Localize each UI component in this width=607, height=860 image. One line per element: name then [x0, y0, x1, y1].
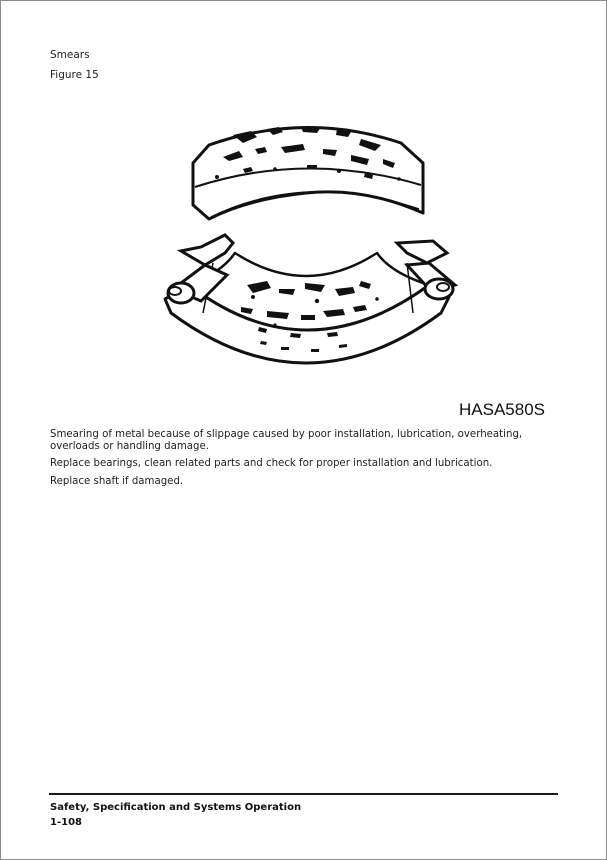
- upper-race-segment: [193, 127, 423, 219]
- footer-section-title: Safety, Specification and Systems Operation: [50, 802, 302, 813]
- figure-label: Figure 15: [50, 69, 99, 81]
- shaft-paragraph: Replace shaft if damaged.: [50, 476, 184, 487]
- remedy-paragraph: Replace bearings, clean related parts and check for proper installation and lubrication.: [50, 458, 493, 469]
- right-roller: [397, 241, 455, 299]
- footer-divider: [49, 793, 558, 795]
- smear-cause-paragraph: Smearing of metal because of slippage caused by poor installation, lubrication, overheating, overloads or handling damage.: [50, 429, 523, 452]
- page-number: 1-108: [50, 817, 82, 828]
- illustration-code: HASA580S: [459, 400, 545, 419]
- bearing-smear-illustration: [151, 113, 461, 385]
- section-title: Smears: [50, 49, 90, 61]
- left-roller: [168, 235, 233, 303]
